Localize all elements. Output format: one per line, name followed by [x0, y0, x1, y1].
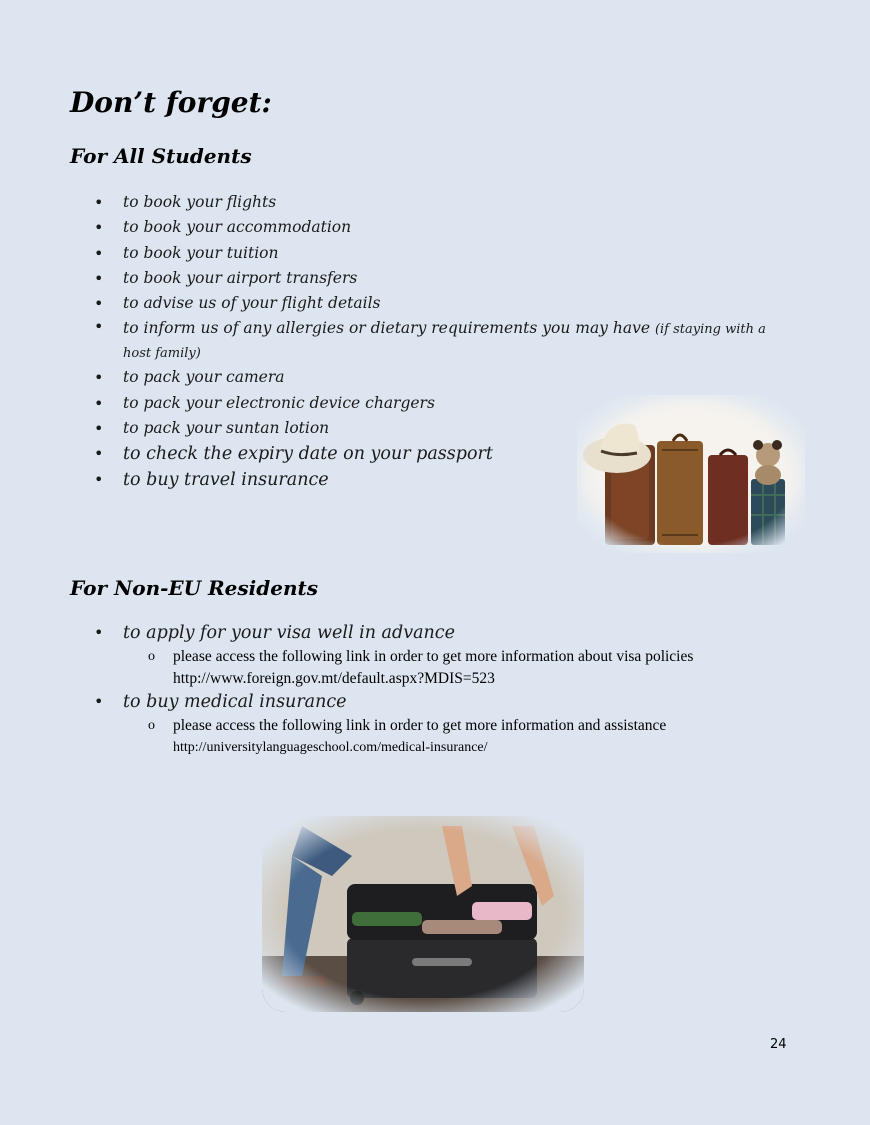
section-heading-non-eu: For Non-EU Residents [70, 576, 319, 600]
sub-list [123, 646, 792, 689]
list-item: • to advise us of your flight details [92, 291, 792, 316]
medical-insurance-link[interactable]: http://universitylanguageschool.com/medical-insurance/ [173, 739, 488, 755]
sub-list-item [123, 646, 792, 689]
detail-text: please access the following link in order to get more information about visa policies [173, 648, 694, 665]
page-number: 24 [770, 1037, 787, 1052]
list-item: • to buy travel insurance [92, 467, 792, 493]
list-item: • to pack your camera [92, 365, 792, 390]
list-item: • to book your airport transfers [92, 266, 792, 291]
list-item: • to check the expiry date on your passport [92, 441, 792, 467]
list-item: • to pack your electronic device chargers [92, 391, 792, 416]
non-eu-checklist [92, 620, 792, 758]
packing-suitcase-photo [262, 816, 584, 1012]
sub-list-item [123, 715, 792, 758]
sub-list [123, 715, 792, 758]
list-item [92, 316, 792, 365]
list-item: • to pack your suntan lotion [92, 416, 792, 441]
list-item-text: to apply for your visa well in advance [123, 623, 455, 643]
list-item: • to book your tuition [92, 241, 792, 266]
section-heading-all-students: For All Students [70, 144, 252, 168]
list-item [92, 689, 792, 758]
page-title: Don’t forget: [70, 86, 272, 119]
visa-info-link[interactable]: http://www.foreign.gov.mt/default.aspx?MDIS=523 [173, 669, 495, 687]
list-item-text: to buy medical insurance [123, 692, 347, 712]
detail-text: please access the following link in order to get more information and assistance [173, 717, 667, 734]
list-item [92, 620, 792, 689]
list-item: • to book your accommodation [92, 215, 792, 240]
allergy-note: (if staying with a host family) [123, 322, 766, 362]
list-item-text: to inform us of any allergies or dietary requirements you may have [123, 319, 651, 338]
luggage-photo [577, 395, 805, 553]
list-item: • to book your flights [92, 190, 792, 215]
